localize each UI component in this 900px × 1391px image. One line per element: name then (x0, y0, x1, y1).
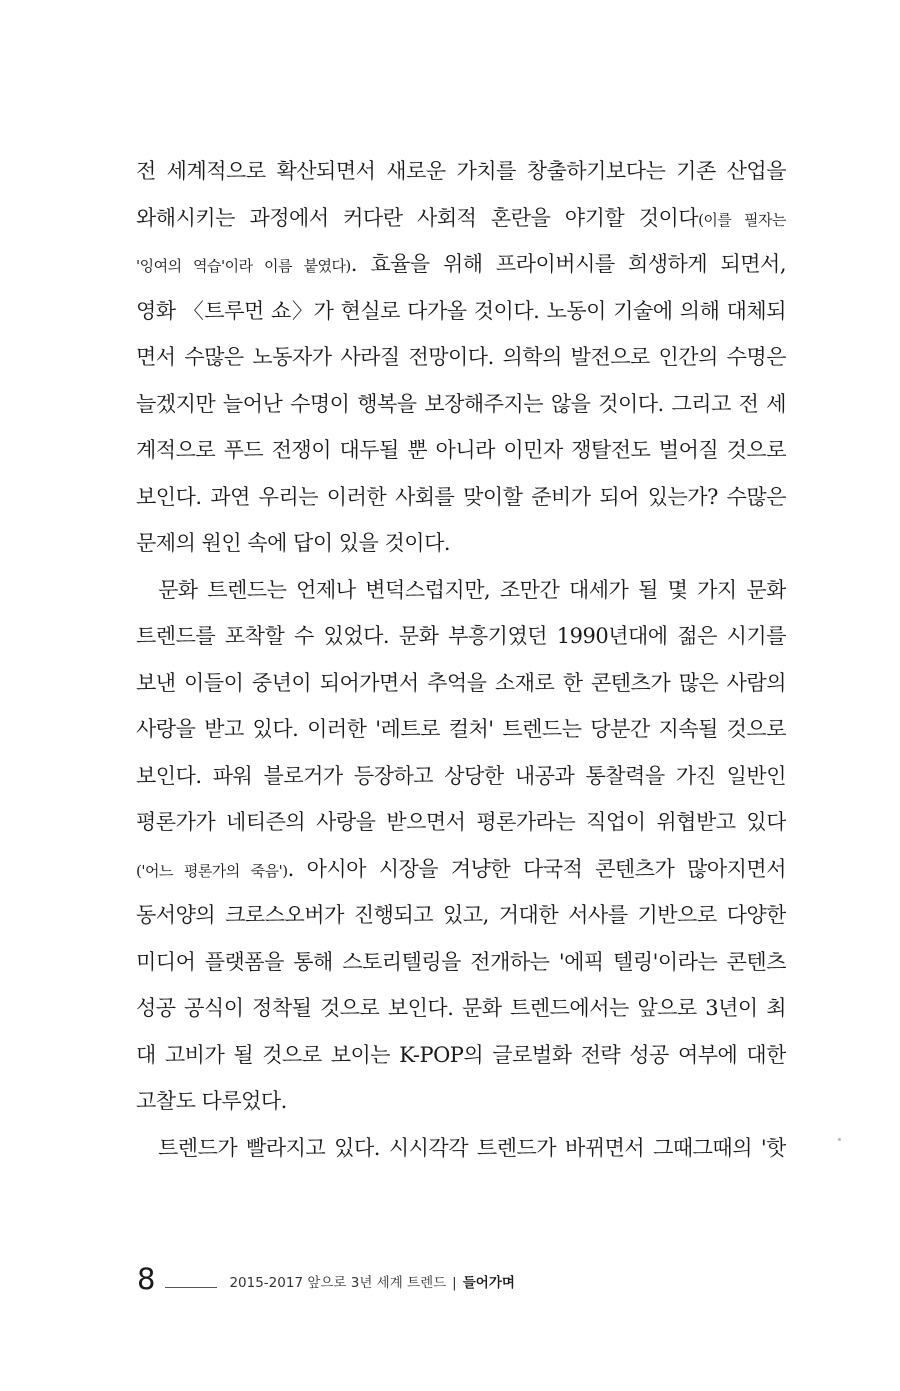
text-line-21: 고찰도 다루었다. (136, 1089, 287, 1113)
text-line-16: ('어느 평론가의 죽음'). 아시아 시장을 겨냥한 다국적 콘텐츠가 많아지면서 (136, 856, 786, 881)
text-line-13: 사랑을 받고 있다. 이러한 '레트로 컬처' 트렌드는 당분간 지속될 것으로 (136, 717, 786, 741)
page-footer (137, 1262, 515, 1296)
text-line-1: 전 세계적으로 확산되면서 새로운 가치를 창출하기보다는 기존 산업을 (136, 159, 786, 183)
body-text (136, 148, 786, 1171)
text-line-11: 트렌드를 포착할 수 있었다. 문화 부흥기였던 1990년대에 젊은 시기를 (136, 624, 786, 648)
text-line-17: 동서양의 크로스오버가 진행되고 있고, 거대한 서사를 기반으로 다양한 (136, 903, 786, 927)
footer-separator: | (452, 1275, 457, 1291)
text-line-5: 면서 수많은 노동자가 사라질 전망이다. 의학의 발전으로 인간의 수명은 (136, 345, 786, 369)
footer-rule (165, 1287, 217, 1288)
scan-speck (838, 1138, 841, 1141)
chapter-name: 들어가며 (462, 1275, 515, 1291)
text-line-14: 보인다. 파워 블로거가 등장하고 상당한 내공과 통찰력을 가진 일반인 (136, 763, 786, 788)
text-line-19: 성공 공식이 정착될 것으로 보인다. 문화 트렌드에서는 앞으로 3년이 최 (136, 996, 786, 1020)
text-line-20: 대 고비가 될 것으로 보이는 K-POP의 글로벌화 전략 성공 여부에 대한 (136, 1042, 786, 1067)
page-number: 8 (137, 1262, 156, 1296)
text-line-7: 계적으로 푸드 전쟁이 대두될 뿐 아니라 이민자 쟁탈전도 벌어질 것으로 (136, 438, 786, 462)
text-line-9: 문제의 원인 속에 답이 있을 것이다. (136, 531, 451, 555)
text-line-2: 와해시키는 과정에서 커다란 사회적 혼란을 야기할 것이다(이를 필자는 (136, 205, 786, 230)
text-line-6: 늘겠지만 늘어난 수명이 행복을 보장해주지는 않을 것이다. 그리고 전 세 (136, 391, 786, 416)
text-line-4: 영화 〈트루먼 쇼〉가 현실로 다가올 것이다. 노동이 기술에 의해 대체되 (136, 298, 786, 323)
text-line-18: 미디어 플랫폼을 통해 스토리텔링을 전개하는 '에픽 텔링'이라는 콘텐츠 (136, 949, 786, 974)
text-line-15: 평론가가 네티즌의 사랑을 받으면서 평론가라는 직업이 위협받고 있다 (136, 810, 786, 834)
text-line-22: 트렌드가 빨라지고 있다. 시시각각 트렌드가 바뀌면서 그때그때의 '핫 (158, 1135, 786, 1160)
text-line-8: 보인다. 과연 우리는 이러한 사회를 맞이할 준비가 되어 있는가? 수많은 (136, 484, 786, 509)
running-title: 2015-2017 앞으로 3년 세계 트렌드 (229, 1275, 447, 1291)
text-line-10: 문화 트렌드는 언제나 변덕스럽지만, 조만간 대세가 될 몇 가지 문화 (158, 577, 786, 602)
text-line-3: '잉여의 역습'이라 이름 붙였다). 효율을 위해 프라이버시를 희생하게 되면서, (136, 252, 786, 276)
text-line-12: 보낸 이들이 중년이 되어가면서 추억을 소재로 한 콘텐츠가 많은 사람의 (136, 670, 786, 695)
